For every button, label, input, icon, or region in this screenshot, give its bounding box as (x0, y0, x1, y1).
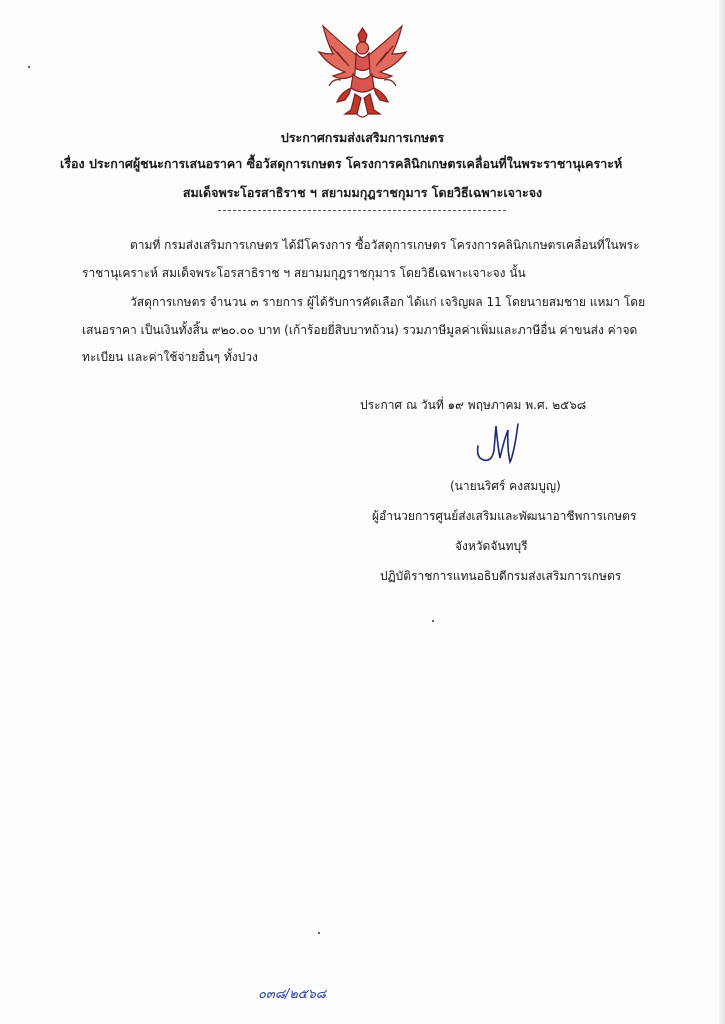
body-line-3: วัสดุการเกษตร จำนวน ๓ รายการ ผู้ได้รับการคัดเลือก ได้แก่ เจริญผล 11 โดยนายสมชาย แหมา โดย (130, 295, 646, 309)
document-department: ประกาศกรมส่งเสริมการเกษตร (280, 130, 445, 145)
body-line-1: ตามที่ กรมส่งเสริมการเกษตร ได้มีโครงการ ซื้อวัสดุการเกษตร โครงการคลินิกเกษตรเคลื่อนที่ในพระ (130, 238, 640, 252)
signer-position-2: จังหวัดจันทบุรี (455, 539, 528, 553)
document-number-stamp: ๐๓๘/๒๕๖๘ (258, 987, 326, 1002)
signer-position-1: ผู้อำนวยการศูนย์ส่งเสริมและพัฒนาอาชีพการเกษตร (372, 509, 637, 523)
divider (218, 210, 506, 211)
body-line-2: ราชานุเคราะห์ สมเด็จพระโอรสาธิราช ฯ สยามมกุฎราชกุมาร โดยวิธีเฉพาะเจาะจง นั้น (82, 266, 526, 280)
body-line-4: เสนอราคา เป็นเงินทั้งสิ้น ๙๒๐.๐๐ บาท (เก้าร้อยยี่สิบบาทถ้วน) รวมภาษีมูลค่าเพิ่มและภาษีอื่น ค่าขนส่ง ค่าจด (82, 323, 638, 337)
signer-position-3: ปฏิบัติราชการแทนอธิบดีกรมส่งเสริมการเกษตร (380, 569, 622, 583)
document-subject-line1: เรื่อง ประกาศผู้ชนะการเสนอราคา ซื้อวัสดุการเกษตร โครงการคลินิกเกษตรเคลื่อนที่ในพระราชานุเคราะห์ (60, 156, 623, 171)
signature-icon (474, 418, 522, 468)
body-line-5: ทะเบียน และค่าใช้จ่ายอื่นๆ ทั้งปวง (82, 350, 258, 364)
signer-name: (นายนริศร์ คงสมบูญ) (450, 479, 561, 493)
scan-speck (432, 620, 434, 622)
scan-speck (318, 932, 320, 934)
scan-speck (28, 66, 30, 68)
announcement-date: ประกาศ ณ วันที่ ๑๙ พฤษภาคม พ.ศ. ๒๕๖๘ (360, 398, 587, 412)
document-subject-line2: สมเด็จพระโอรสาธิราช ฯ สยามมกุฎราชกุมาร โดยวิธีเฉพาะเจาะจง (182, 185, 543, 200)
scan-edge (719, 0, 725, 1024)
garuda-emblem-icon (315, 22, 410, 122)
